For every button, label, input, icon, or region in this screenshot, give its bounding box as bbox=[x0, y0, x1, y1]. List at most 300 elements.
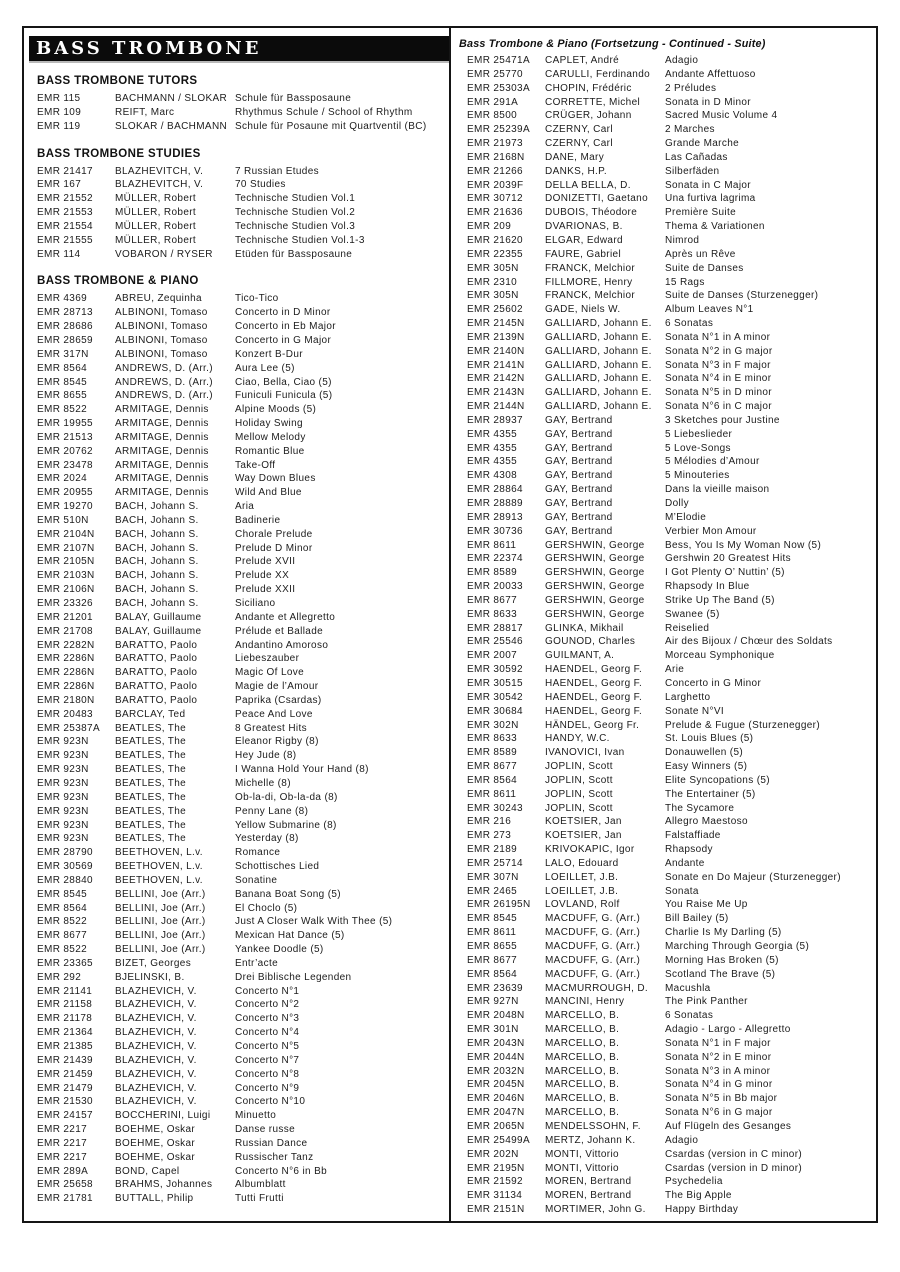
composer-name: VOBARON / RYSER bbox=[115, 248, 213, 260]
composer-name: BACH, Johann S. bbox=[115, 584, 199, 596]
emr-number: EMR 28686 bbox=[37, 321, 93, 333]
composer-name: CRÜGER, Johann bbox=[545, 110, 632, 122]
catalog-row bbox=[465, 691, 873, 705]
emr-number: EMR 2310 bbox=[467, 276, 518, 288]
piece-title: Rhythmus Schule / School of Rhythm bbox=[235, 106, 413, 118]
emr-number: EMR 30592 bbox=[467, 664, 523, 676]
emr-number: EMR 2048N bbox=[467, 1010, 525, 1022]
piece-title: 15 Rags bbox=[665, 276, 705, 288]
piece-title: Strike Up The Band (5) bbox=[665, 594, 775, 606]
piece-title: Una furtiva lagrima bbox=[665, 193, 756, 205]
emr-number: EMR 28864 bbox=[467, 484, 523, 496]
emr-number: EMR 8611 bbox=[467, 539, 517, 551]
composer-name: GERSHWIN, George bbox=[545, 581, 645, 593]
emr-number: EMR 21513 bbox=[37, 431, 93, 443]
composer-name: GAY, Bertrand bbox=[545, 498, 613, 509]
emr-number: EMR 23478 bbox=[37, 459, 93, 471]
catalog-row bbox=[37, 403, 449, 417]
composer-name: BEATLES, The bbox=[115, 764, 187, 776]
composer-name: KRIVOKAPIC, Igor bbox=[545, 844, 635, 856]
composer-name: GERSHWIN, George bbox=[545, 608, 645, 620]
emr-number: EMR 28913 bbox=[467, 511, 523, 523]
catalog-row bbox=[37, 957, 449, 971]
emr-number: EMR 21781 bbox=[37, 1193, 93, 1205]
composer-name: ANDREWS, D. (Arr.) bbox=[115, 390, 213, 402]
piece-title: Charlie Is My Darling (5) bbox=[665, 927, 782, 939]
composer-name: GAY, Bertrand bbox=[545, 484, 613, 496]
piece-title: Thema & Variationen bbox=[665, 221, 765, 233]
composer-name: MANCINI, Henry bbox=[545, 996, 625, 1008]
emr-number: EMR 21708 bbox=[37, 625, 93, 637]
emr-number: EMR 923N bbox=[37, 791, 89, 803]
catalog-row bbox=[37, 1068, 449, 1082]
catalog-row bbox=[37, 1040, 449, 1054]
catalog-row bbox=[37, 902, 449, 916]
catalog-row bbox=[465, 954, 873, 968]
emr-number: EMR 2043N bbox=[467, 1037, 525, 1049]
emr-number: EMR 28817 bbox=[467, 622, 523, 634]
piece-title: Just A Closer Walk With Thee (5) bbox=[235, 916, 393, 928]
catalog-row bbox=[37, 1095, 449, 1109]
catalog-row bbox=[37, 555, 449, 569]
composer-name: BACH, Johann S. bbox=[115, 501, 199, 513]
emr-number: EMR 923N bbox=[37, 777, 89, 789]
emr-number: EMR 30712 bbox=[467, 193, 523, 205]
piece-title: Prelude XXII bbox=[235, 584, 296, 596]
emr-number: EMR 923N bbox=[37, 764, 89, 776]
piece-title: Csardas (version in C minor) bbox=[665, 1148, 803, 1160]
catalog-row bbox=[465, 525, 873, 539]
emr-number: EMR 167 bbox=[37, 179, 82, 191]
composer-name: BACH, Johann S. bbox=[115, 514, 199, 526]
composer-name: HAENDEL, Georg F. bbox=[545, 691, 643, 703]
piece-title: Tutti Frutti bbox=[235, 1193, 284, 1205]
composer-name: MARCELLO, B. bbox=[545, 1051, 620, 1063]
emr-number: EMR 109 bbox=[37, 106, 82, 118]
emr-number: EMR 2065N bbox=[467, 1120, 525, 1132]
section-tutors bbox=[29, 75, 449, 134]
emr-number: EMR 8564 bbox=[467, 774, 518, 786]
piece-title: Bess, You Is My Woman Now (5) bbox=[665, 539, 822, 551]
piece-title: Russian Dance bbox=[235, 1137, 308, 1149]
piece-title: Happy Birthday bbox=[665, 1204, 739, 1216]
emr-number: EMR 28889 bbox=[467, 498, 523, 509]
piece-title: Penny Lane (8) bbox=[235, 805, 309, 817]
composer-name: MÜLLER, Robert bbox=[115, 234, 197, 246]
catalog-row bbox=[37, 777, 449, 791]
piece-title: Scotland The Brave (5) bbox=[665, 968, 776, 980]
composer-name: BEATLES, The bbox=[115, 819, 187, 831]
emr-number: EMR 2103N bbox=[37, 570, 95, 582]
piece-title: 3 Sketches pour Justine bbox=[665, 414, 780, 426]
composer-name: BLAZHEVICH, V. bbox=[115, 1082, 197, 1094]
piece-title: Concerto N°1 bbox=[235, 985, 300, 997]
catalog-row bbox=[37, 500, 449, 514]
composer-name: BEATLES, The bbox=[115, 805, 187, 817]
catalog-row bbox=[37, 417, 449, 431]
composer-name: CORRETTE, Michel bbox=[545, 96, 641, 108]
piece-title: Concerto N°5 bbox=[235, 1041, 300, 1052]
emr-number: EMR 317N bbox=[37, 348, 89, 360]
piece-title: Allegro Maestoso bbox=[665, 816, 748, 828]
emr-number: EMR 8564 bbox=[467, 968, 518, 980]
emr-number: EMR 8589 bbox=[467, 567, 518, 579]
catalog-row bbox=[37, 334, 449, 348]
composer-name: BACH, Johann S. bbox=[115, 542, 199, 554]
catalog-row bbox=[465, 649, 873, 663]
emr-number: EMR 25303A bbox=[467, 82, 530, 94]
catalog-row bbox=[465, 885, 873, 899]
piece-title: Sonata in C Major bbox=[665, 179, 751, 191]
catalog-row bbox=[37, 389, 449, 403]
piece-title: Chorale Prelude bbox=[235, 528, 313, 540]
emr-number: EMR 119 bbox=[37, 120, 81, 132]
piece-title: Silberfäden bbox=[665, 165, 720, 177]
catalog-row bbox=[465, 995, 873, 1009]
emr-number: EMR 21439 bbox=[37, 1054, 93, 1066]
composer-name: BELLINI, Joe (Arr.) bbox=[115, 902, 206, 914]
catalog-row bbox=[465, 179, 873, 193]
composer-name: MARCELLO, B. bbox=[545, 1037, 620, 1049]
composer-name: BEATLES, The bbox=[115, 777, 187, 789]
composer-name: GALLIARD, Johann E. bbox=[545, 401, 652, 413]
catalog-row bbox=[465, 317, 873, 331]
piece-title: Dans la vieille maison bbox=[665, 484, 770, 496]
composer-name: MONTI, Vittorio bbox=[545, 1148, 619, 1160]
composer-name: BLAZHEVICH, V. bbox=[115, 999, 197, 1011]
piece-title: Larghetto bbox=[665, 691, 711, 703]
composer-name: ANDREWS, D. (Arr.) bbox=[115, 376, 213, 388]
piece-title: Nimrod bbox=[665, 234, 700, 246]
catalog-row bbox=[465, 1203, 873, 1217]
composer-name: GOUNOD, Charles bbox=[545, 636, 636, 648]
composer-name: GADE, Niels W. bbox=[545, 304, 621, 316]
catalog-row bbox=[37, 1178, 449, 1192]
emr-number: EMR 8545 bbox=[467, 913, 518, 925]
catalog-row bbox=[37, 666, 449, 680]
catalog-row bbox=[465, 386, 873, 400]
catalog-row bbox=[37, 192, 449, 206]
composer-name: HAENDEL, Georg F. bbox=[545, 705, 643, 717]
piece-title: Peace And Love bbox=[235, 708, 313, 720]
catalog-row bbox=[465, 234, 873, 248]
emr-number: EMR 2039F bbox=[467, 179, 524, 191]
piece-title: 7 Russian Etudes bbox=[235, 165, 319, 177]
emr-number: EMR 22355 bbox=[467, 248, 523, 260]
emr-number: EMR 8545 bbox=[37, 376, 88, 388]
emr-number: EMR 8655 bbox=[37, 390, 88, 402]
emr-number: EMR 202N bbox=[467, 1148, 519, 1160]
composer-name: BARATTO, Paolo bbox=[115, 694, 198, 706]
composer-name: BRAHMS, Johannes bbox=[115, 1179, 213, 1191]
catalog-row bbox=[465, 511, 873, 525]
piece-title: 2 Marches bbox=[665, 124, 715, 136]
emr-number: EMR 2286N bbox=[37, 681, 95, 693]
piano-list-continued bbox=[465, 54, 873, 1217]
piece-title: Prelude & Fugue (Sturzenegger) bbox=[665, 719, 821, 731]
composer-name: MACDUFF, G. (Arr.) bbox=[545, 968, 641, 980]
emr-number: EMR 21479 bbox=[37, 1082, 93, 1094]
emr-number: EMR 23639 bbox=[467, 982, 523, 994]
emr-number: EMR 4308 bbox=[467, 470, 518, 482]
composer-name: MÜLLER, Robert bbox=[115, 193, 197, 205]
composer-name: MARCELLO, B. bbox=[545, 1093, 620, 1105]
catalog-row bbox=[465, 539, 873, 553]
emr-number: EMR 25471A bbox=[467, 55, 530, 66]
composer-name: BARATTO, Paolo bbox=[115, 653, 198, 665]
composer-name: BLAZHEVICH, V. bbox=[115, 1096, 197, 1108]
emr-number: EMR 8522 bbox=[37, 944, 88, 956]
catalog-row bbox=[465, 746, 873, 760]
catalog-row bbox=[37, 528, 449, 542]
catalog-row bbox=[37, 1123, 449, 1137]
piece-title: Après un Rêve bbox=[665, 248, 736, 260]
catalog-row bbox=[465, 898, 873, 912]
composer-name: GAY, Bertrand bbox=[545, 511, 613, 523]
piece-title: Rhapsody In Blue bbox=[665, 581, 750, 593]
catalog-row bbox=[465, 1051, 873, 1065]
composer-name: BLAZHEVITCH, V. bbox=[115, 179, 204, 191]
emr-number: EMR 8611 bbox=[467, 788, 517, 800]
emr-number: EMR 2047N bbox=[467, 1107, 525, 1119]
composer-name: ARMITAGE, Dennis bbox=[115, 418, 209, 430]
catalog-row bbox=[37, 625, 449, 639]
catalog-row bbox=[465, 68, 873, 82]
emr-number: EMR 8677 bbox=[37, 930, 88, 942]
composer-name: CAPLET, André bbox=[545, 55, 620, 66]
piece-title: Sonata N°5 in Bb major bbox=[665, 1093, 778, 1105]
piece-title: Gershwin 20 Greatest Hits bbox=[665, 553, 792, 565]
catalog-row bbox=[37, 708, 449, 722]
emr-number: EMR 21201 bbox=[37, 611, 93, 623]
catalog-row bbox=[465, 442, 873, 456]
emr-number: EMR 305N bbox=[467, 290, 519, 302]
piece-title: Las Cañadas bbox=[665, 151, 728, 163]
composer-name: ARMITAGE, Dennis bbox=[115, 459, 209, 471]
piece-title: Banana Boat Song (5) bbox=[235, 888, 341, 900]
piece-title: Russischer Tanz bbox=[235, 1151, 314, 1163]
composer-name: ALBINONI, Tomaso bbox=[115, 307, 208, 319]
composer-name: MONTI, Vittorio bbox=[545, 1162, 619, 1174]
emr-number: EMR 2139N bbox=[467, 331, 525, 343]
left-column bbox=[29, 36, 449, 1206]
composer-name: MARCELLO, B. bbox=[545, 1079, 620, 1091]
catalog-row bbox=[465, 276, 873, 290]
piece-title: Première Suite bbox=[665, 207, 737, 219]
emr-number: EMR 2045N bbox=[467, 1079, 525, 1091]
catalog-row bbox=[37, 998, 449, 1012]
composer-name: JOPLIN, Scott bbox=[545, 802, 613, 814]
piece-title: Ob-la-di, Ob-la-da (8) bbox=[235, 791, 338, 803]
catalog-row bbox=[465, 843, 873, 857]
emr-number: EMR 26195N bbox=[467, 899, 531, 911]
piece-title: Siciliano bbox=[235, 598, 276, 609]
piece-title: The Sycamore bbox=[665, 802, 735, 814]
catalog-row bbox=[465, 774, 873, 788]
emr-number: EMR 21459 bbox=[37, 1068, 93, 1080]
emr-number: EMR 927N bbox=[467, 996, 519, 1008]
emr-number: EMR 8611 bbox=[467, 927, 517, 939]
piece-title: Sonata N°2 in E minor bbox=[665, 1051, 772, 1063]
catalog-row bbox=[37, 1151, 449, 1165]
emr-number: EMR 273 bbox=[467, 830, 512, 842]
emr-number: EMR 4369 bbox=[37, 293, 88, 305]
composer-name: REIFT, Marc bbox=[115, 106, 175, 118]
emr-number: EMR 8677 bbox=[467, 954, 518, 966]
catalog-row bbox=[465, 982, 873, 996]
piano-list bbox=[37, 292, 449, 1206]
composer-name: MÜLLER, Robert bbox=[115, 207, 197, 219]
composer-name: BARATTO, Paolo bbox=[115, 667, 198, 679]
emr-number: EMR 21554 bbox=[37, 220, 93, 232]
section-heading-tutors: BASS TROMBONE TUTORS bbox=[37, 75, 198, 87]
piece-title: Easy Winners (5) bbox=[665, 761, 748, 773]
catalog-row bbox=[465, 165, 873, 179]
emr-number: EMR 2143N bbox=[467, 387, 525, 399]
emr-number: EMR 292 bbox=[37, 971, 82, 983]
emr-number: EMR 21417 bbox=[37, 165, 93, 177]
piece-title: El Choclo (5) bbox=[235, 902, 298, 914]
piece-title: Concerto N°7 bbox=[235, 1054, 300, 1066]
catalog-row bbox=[465, 1120, 873, 1134]
piece-title: Sonate en Do Majeur (Sturzenegger) bbox=[665, 871, 841, 883]
piece-title: Take-Off bbox=[235, 459, 276, 471]
catalog-row bbox=[465, 331, 873, 345]
piece-title: The Entertainer (5) bbox=[665, 788, 756, 800]
catalog-row bbox=[37, 1026, 449, 1040]
catalog-row bbox=[37, 120, 449, 134]
catalog-row bbox=[465, 151, 873, 165]
composer-name: BIZET, Georges bbox=[115, 957, 192, 969]
piece-title: Sonata N°6 in C major bbox=[665, 401, 772, 413]
emr-number: EMR 25658 bbox=[37, 1179, 93, 1191]
emr-number: EMR 19955 bbox=[37, 418, 93, 430]
piece-title: I Wanna Hold Your Hand (8) bbox=[235, 764, 369, 776]
piece-title: Suite de Danses bbox=[665, 262, 744, 274]
composer-name: BARATTO, Paolo bbox=[115, 639, 198, 651]
catalog-row bbox=[37, 929, 449, 943]
catalog-row bbox=[37, 860, 449, 874]
catalog-row bbox=[465, 705, 873, 719]
catalog-row bbox=[37, 1109, 449, 1123]
catalog-row bbox=[465, 719, 873, 733]
catalog-row bbox=[37, 206, 449, 220]
catalog-row bbox=[465, 137, 873, 151]
piece-title: Etüden für Bassposaune bbox=[235, 248, 353, 260]
emr-number: EMR 19270 bbox=[37, 501, 93, 513]
emr-number: EMR 30569 bbox=[37, 861, 93, 873]
composer-name: GAY, Bertrand bbox=[545, 525, 613, 537]
emr-number: EMR 8564 bbox=[37, 362, 88, 374]
catalog-row bbox=[37, 943, 449, 957]
piece-title: Romance bbox=[235, 847, 281, 859]
composer-name: BLAZHEVICH, V. bbox=[115, 1013, 197, 1025]
piece-title: Schottisches Lied bbox=[235, 861, 320, 873]
composer-name: GAY, Bertrand bbox=[545, 414, 613, 426]
emr-number: EMR 21530 bbox=[37, 1096, 93, 1108]
emr-number: EMR 28659 bbox=[37, 334, 93, 346]
emr-number: EMR 2046N bbox=[467, 1093, 525, 1105]
catalog-row bbox=[465, 857, 873, 871]
catalog-row bbox=[465, 428, 873, 442]
catalog-row bbox=[37, 92, 449, 106]
piece-title: Dolly bbox=[665, 498, 689, 509]
piece-title: Aura Lee (5) bbox=[235, 362, 295, 374]
catalog-row bbox=[465, 123, 873, 137]
piece-title: Sonata N°1 in F major bbox=[665, 1037, 771, 1049]
composer-name: BLAZHEVICH, V. bbox=[115, 1054, 197, 1066]
emr-number: EMR 923N bbox=[37, 833, 89, 845]
composer-name: LOVLAND, Rolf bbox=[545, 899, 620, 911]
emr-number: EMR 302N bbox=[467, 719, 519, 731]
emr-number: EMR 25602 bbox=[467, 304, 523, 316]
catalog-row bbox=[37, 348, 449, 362]
catalog-row bbox=[37, 486, 449, 500]
piece-title: Verbier Mon Amour bbox=[665, 525, 757, 537]
emr-number: EMR 301N bbox=[467, 1024, 519, 1036]
piece-title: Concerto N°6 in Bb bbox=[235, 1165, 328, 1177]
piece-title: Grande Marche bbox=[665, 138, 740, 150]
catalog-row bbox=[37, 832, 449, 846]
piece-title: Adagio bbox=[665, 1134, 699, 1146]
piece-title: Ciao, Bella, Ciao (5) bbox=[235, 376, 332, 388]
composer-name: GERSHWIN, George bbox=[545, 594, 645, 606]
section-heading-studies: BASS TROMBONE STUDIES bbox=[37, 147, 201, 160]
catalog-row bbox=[465, 1065, 873, 1079]
piece-title: Technische Studien Vol.1 bbox=[235, 193, 356, 205]
emr-number: EMR 25499A bbox=[467, 1134, 530, 1146]
composer-name: FRANCK, Melchior bbox=[545, 262, 636, 274]
composer-name: GUILMANT, A. bbox=[545, 650, 615, 662]
composer-name: BOEHME, Oskar bbox=[115, 1124, 196, 1136]
piece-title: Andante Affettuoso bbox=[665, 68, 756, 80]
catalog-row bbox=[465, 400, 873, 414]
composer-name: LOEILLET, J.B. bbox=[545, 871, 619, 883]
composer-name: BELLINI, Joe (Arr.) bbox=[115, 888, 206, 900]
piece-title: Magic Of Love bbox=[235, 667, 305, 679]
piece-title: Technische Studien Vol.1-3 bbox=[235, 234, 365, 246]
catalog-row bbox=[465, 663, 873, 677]
emr-number: EMR 21620 bbox=[467, 234, 523, 246]
emr-number: EMR 8545 bbox=[37, 888, 88, 900]
catalog-row bbox=[465, 1092, 873, 1106]
composer-name: BELLINI, Joe (Arr.) bbox=[115, 916, 206, 928]
piece-title: Sonatine bbox=[235, 874, 278, 886]
composer-name: CZERNY, Carl bbox=[545, 124, 613, 136]
catalog-row bbox=[37, 874, 449, 888]
composer-name: DANKS, H.P. bbox=[545, 165, 608, 177]
piece-title: Liebeszauber bbox=[235, 653, 300, 665]
catalog-row bbox=[465, 815, 873, 829]
catalog-row bbox=[465, 926, 873, 940]
emr-number: EMR 2140N bbox=[467, 345, 525, 357]
composer-name: LOEILLET, J.B. bbox=[545, 885, 619, 897]
piece-title: 2 Préludes bbox=[665, 82, 717, 94]
emr-number: EMR 2282N bbox=[37, 639, 95, 651]
emr-number: EMR 28937 bbox=[467, 414, 523, 426]
emr-number: EMR 2151N bbox=[467, 1204, 525, 1216]
catalog-row bbox=[37, 749, 449, 763]
emr-number: EMR 25546 bbox=[467, 636, 523, 648]
composer-name: BEATLES, The bbox=[115, 722, 187, 734]
emr-number: EMR 2105N bbox=[37, 556, 95, 568]
emr-number: EMR 8500 bbox=[467, 110, 518, 122]
catalog-row bbox=[37, 306, 449, 320]
piece-title: Sonata N°2 in G major bbox=[665, 345, 773, 357]
composer-name: MÜLLER, Robert bbox=[115, 220, 197, 232]
piece-title: Prelude D Minor bbox=[235, 542, 313, 554]
composer-name: KOETSIER, Jan bbox=[545, 830, 622, 842]
